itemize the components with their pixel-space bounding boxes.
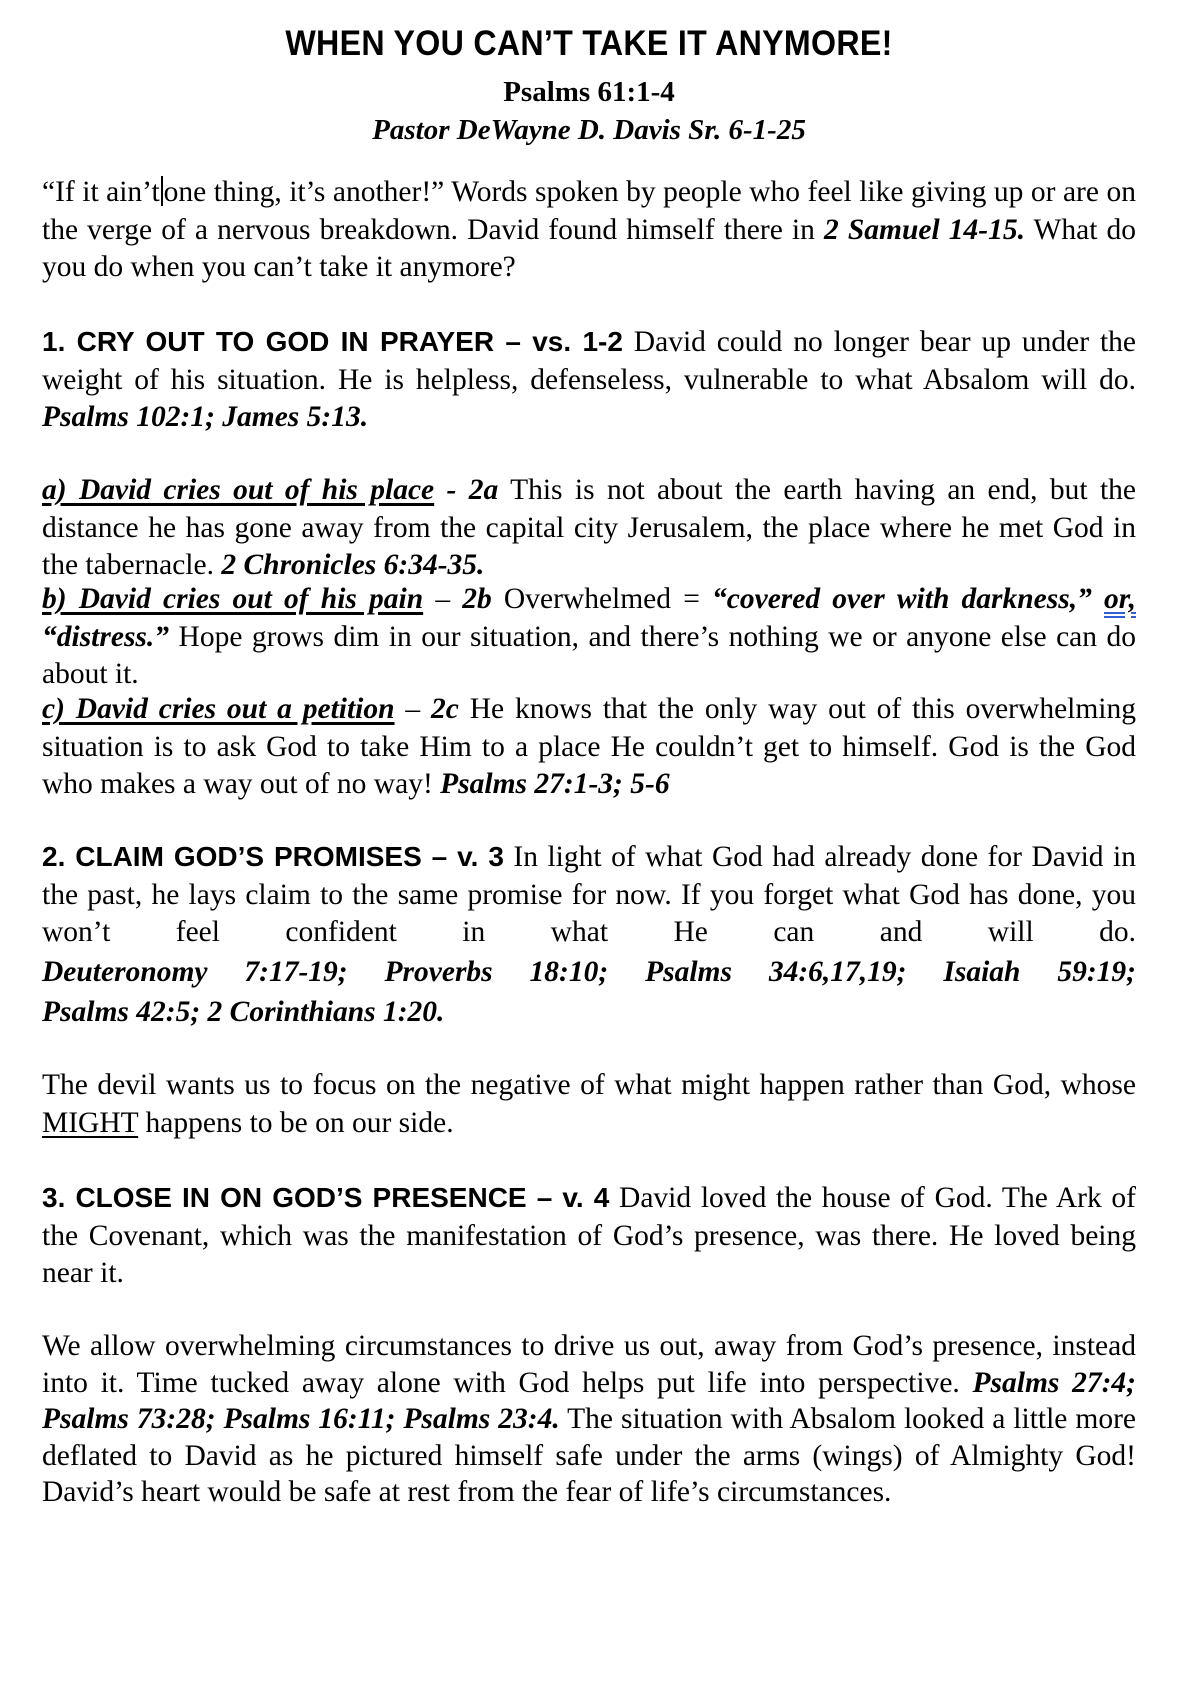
point-1-references: Psalms 102:1; James 5:13	[42, 401, 361, 433]
intro-paragraph	[42, 174, 1136, 287]
devil-paragraph	[42, 1067, 1136, 1142]
text-cursor	[161, 176, 163, 206]
closing-text-1: We allow overwhelming circumstances to drive us out, away from God’s presence, instead into it. Time tucked away alone with God helps put life into perspective.	[42, 1330, 1136, 1399]
subpoint-a-verse: 2a	[468, 474, 499, 506]
subpoint-c-paragraph	[42, 691, 1136, 804]
subpoint-a-separator: -	[434, 474, 469, 506]
point-1-heading: 1. CRY OUT TO GOD IN PRAYER – vs. 1-2	[42, 326, 623, 357]
intro-question: What do you do when you can’t take it anymore?	[42, 213, 1137, 283]
author-date-line: Pastor DeWayne D. Davis Sr. 6-1-25	[372, 114, 806, 146]
devil-text-1: The devil wants us to focus on the negative of what might happen rather than God, whose	[42, 1069, 1136, 1101]
subpoint-a-reference: 2 Chronicles 6:34-35.	[221, 549, 485, 581]
intro-quote-start: “If it ain’t	[42, 176, 160, 208]
subpoint-b-separator: –	[423, 583, 463, 615]
point-1-end: .	[360, 401, 369, 433]
point-2-references-line-1: Deuteronomy 7:17-19; Proverbs 18:10; Psalms 34:6,17,19; Isaiah 59:19;	[42, 955, 1136, 988]
point-2-references-line-2: Psalms 42:5; 2 Corinthians 1:20.	[42, 996, 445, 1028]
subpoint-b-label: b) David cries out of his pain	[42, 583, 424, 615]
point-2-body: In light of what God had already done for David in the past, he lays claim to the same promise for now. If you forget what God has done, you won’t feel confident in what He can and will do.	[42, 841, 1136, 948]
point-3-heading: 3. CLOSE IN ON GOD’S PRESENCE – v. 4	[42, 1182, 610, 1213]
intro-text: one thing, it’s another!” Words spoken by people who feel like giving up or are on the verge of a nervous breakdown. David found himself there in	[42, 176, 1136, 246]
point-3-body: David loved the house of God. The Ark of the Covenant, which was the manifestation of God’s presence, was there. He loved being near it.	[42, 1182, 1137, 1289]
closing-references: Psalms 27:4; Psalms 73:28; Psalms 16:11; Psalms 23:4.	[42, 1366, 1136, 1435]
point-2-heading: 2. CLAIM GOD’S PROMISES – v. 3	[42, 841, 504, 872]
subpoint-c-label: c) David cries out a petition	[42, 693, 395, 725]
subpoint-b-paragraph	[42, 581, 1136, 694]
intro-reference: 2 Samuel 14-15.	[823, 213, 1025, 246]
subpoint-b-quote-2: “distress.”	[42, 620, 170, 653]
devil-text-2: happens to be on our side.	[138, 1106, 454, 1139]
closing-text-2: The situation with Absalom looked a little more deflated to David as he pictured himself safe under the arms (wings) of Almighty God! David’s heart would be safe at rest from the fear of life’s circumstances.	[42, 1403, 1136, 1508]
point-2-paragraph	[42, 838, 1136, 1032]
subpoint-a-body: This is not about the earth having an end, but the distance he has gone away from the capital city Jerusalem, the place where he met God in the tabernacle.	[42, 474, 1136, 581]
subpoint-c-reference: Psalms 27:1-3; 5-6	[440, 768, 670, 800]
point-3-paragraph	[42, 1179, 1136, 1293]
subpoint-a-paragraph	[42, 472, 1136, 585]
subpoint-b-quote-1: “covered over with darkness,”	[712, 583, 1092, 615]
subpoint-c-verse: 2c	[431, 693, 459, 725]
point-2-main	[42, 838, 1136, 952]
might-emphasis: MIGHT	[42, 1106, 139, 1139]
subpoint-b-body-2: Hope grows dim in our situation, and there’s nothing we or anyone else can do about it.	[42, 620, 1136, 690]
scripture-reference: Psalms 61:1-4	[503, 76, 675, 108]
point-1-body: David could no longer bear up under the weight of his situation. He is helpless, defenseless, vulnerable to what Absalom will do.	[42, 326, 1137, 396]
subpoint-b-body-1: Overwhelmed =	[491, 583, 713, 615]
subpoint-a-label: a) David cries out of his place	[42, 474, 435, 506]
subpoint-b-or-word[interactable]: or,	[1104, 583, 1136, 615]
subpoint-b-verse: 2b	[462, 583, 492, 615]
subpoint-c-separator: –	[394, 693, 431, 725]
subpoint-c-body: He knows that the only way out of this overwhelming situation is to ask God to take Him to a place He couldn’t get to himself. God is the God who makes a way out of no way!	[42, 693, 1136, 800]
point-1-paragraph	[42, 323, 1136, 437]
sermon-title: WHEN YOU CAN’T TAKE IT ANYMORE!	[285, 24, 893, 63]
closing-paragraph	[42, 1328, 1136, 1511]
